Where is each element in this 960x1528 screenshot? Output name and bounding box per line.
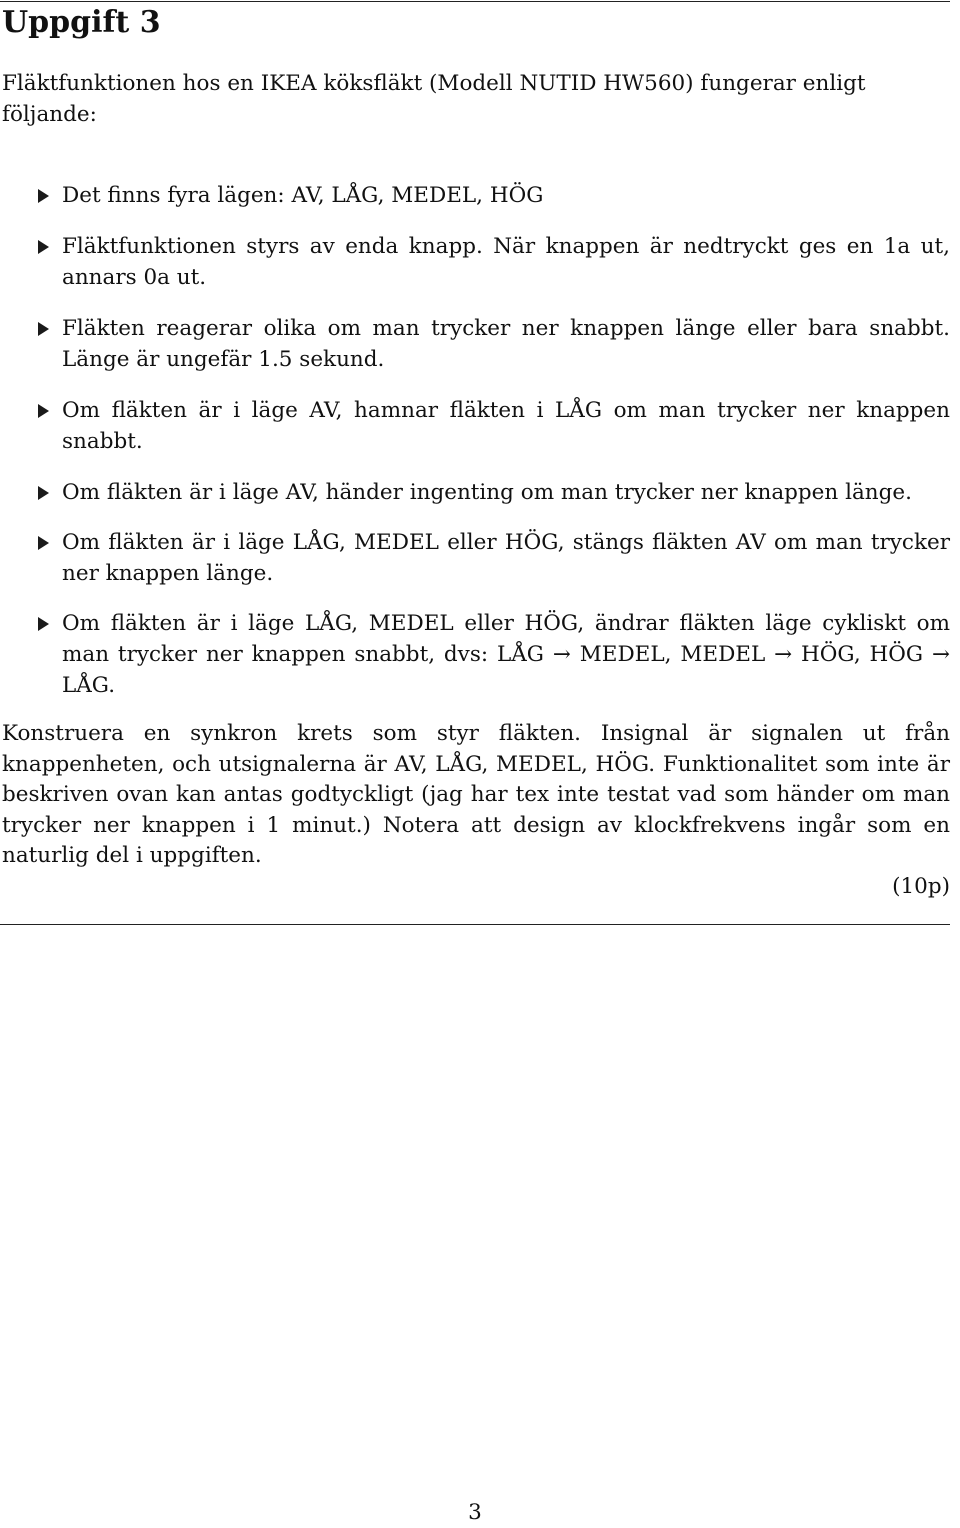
bullet-triangle-icon: [38, 240, 49, 254]
top-rule: [0, 1, 950, 2]
list-item-text: Om fläkten är i läge AV, händer ingenting om man trycker ner knappen länge.: [62, 480, 912, 505]
bullet-triangle-icon: [38, 536, 49, 550]
bullet-triangle-icon: [38, 486, 49, 500]
list-item-text: Det finns fyra lägen: AV, LÅG, MEDEL, HÖG: [62, 183, 544, 208]
list-item-text: Fläktfunktionen styrs av enda knapp. När knappen är nedtryckt ges en 1a ut, annars 0a ut.: [62, 234, 950, 290]
intro-paragraph: Fläktfunktionen hos en IKEA köksfläkt (Modell NUTID HW560) fungerar enligt följande:: [2, 71, 866, 127]
bottom-rule: [0, 924, 950, 925]
bullet-triangle-icon: [38, 189, 49, 203]
page-number: 3: [468, 1500, 482, 1525]
list-item-text: Fläkten reagerar olika om man trycker ner knappen länge eller bara snabbt. Länge är ungefär 1.5 sekund.: [62, 316, 950, 372]
page-title: Uppgift 3: [2, 5, 161, 40]
task-paragraph: Konstruera en synkron krets som styr fläkten. Insignal är signalen ut från knappenheten, och utsignalerna är AV, LÅG, MEDEL, HÖG. Funktionalitet som inte är beskriven ovan kan antas godtyckligt (jag har tex inte testat vad som händer om man trycker ner knappen i 1 minut.) Notera att design av klockfrekvens ingår som en naturlig del i uppgiften.: [2, 721, 950, 868]
bullet-triangle-icon: [38, 404, 49, 418]
bullet-triangle-icon: [38, 617, 49, 631]
list-item-text: Om fläkten är i läge LÅG, MEDEL eller HÖG, stängs fläkten AV om man trycker ner knappen länge.: [62, 530, 950, 586]
list-item-text: Om fläkten är i läge AV, hamnar fläkten i LÅG om man trycker ner knappen snabbt.: [62, 398, 950, 454]
bullet-triangle-icon: [38, 322, 49, 336]
points-label: (10p): [892, 874, 950, 899]
list-item-text: Om fläkten är i läge LÅG, MEDEL eller HÖG, ändrar fläkten läge cykliskt om man trycker ner knappen snabbt, dvs: LÅG → MEDEL, MEDEL → HÖG, HÖG → LÅG.: [62, 611, 950, 698]
